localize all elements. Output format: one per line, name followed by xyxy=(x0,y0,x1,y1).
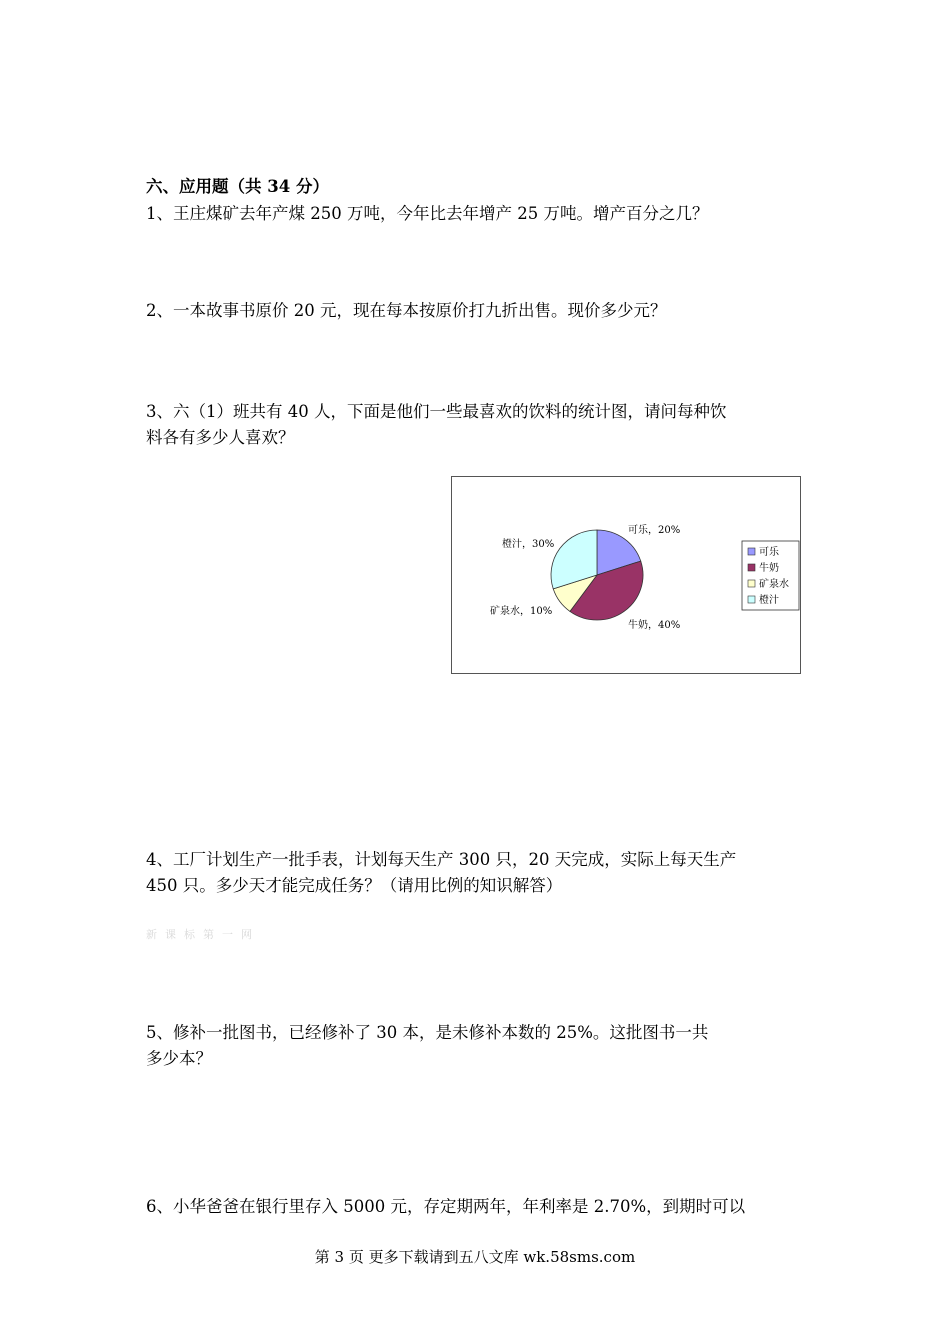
beverage-pie-chart xyxy=(451,476,801,674)
legend-label-0: 可乐 xyxy=(759,547,779,558)
pie-data-label-2: 矿泉水，10% xyxy=(490,606,553,617)
question-4-line-1: 4、工厂计划生产一批手表，计划每天生产 300 只，20 天完成，实际上每天生产 xyxy=(146,850,737,869)
pie-data-label-3: 橙汁，30% xyxy=(502,539,555,550)
watermark-text: 新课标第一网 xyxy=(146,928,260,941)
section-heading: 六、应用题（共 34 分） xyxy=(146,177,329,196)
question-2: 2、一本故事书原价 20 元，现在每本按原价打九折出售。现价多少元？ xyxy=(146,301,667,320)
question-4-line-2: 450 只。多少天才能完成任务？（请用比例的知识解答） xyxy=(146,876,563,895)
legend-swatch-1 xyxy=(748,564,755,571)
question-1: 1、王庄煤矿去年产煤 250 万吨，今年比去年增产 25 万吨。增产百分之几？ xyxy=(146,204,709,223)
question-5-line-1: 5、修补一批图书，已经修补了 30 本，是未修补本数的 25%。这批图书一共 xyxy=(146,1023,709,1042)
legend-label-3: 橙汁 xyxy=(759,595,779,606)
question-5-line-2: 多少本？ xyxy=(146,1049,212,1068)
pie-data-label-0: 可乐，20% xyxy=(628,525,681,536)
pie-data-label-1: 牛奶，40% xyxy=(628,620,681,631)
question-3-line-2: 料各有多少人喜欢？ xyxy=(146,428,295,447)
question-3-line-1: 3、六（1）班共有 40 人，下面是他们一些最喜欢的饮料的统计图，请问每种饮 xyxy=(146,402,727,421)
page-footer: 第 3 页 更多下载请到五八文库 wk.58sms.com xyxy=(314,1248,636,1266)
legend-swatch-2 xyxy=(748,580,755,587)
question-6: 6、小华爸爸在银行里存入 5000 元，存定期两年，年利率是 2.70%，到期时可以 xyxy=(146,1197,746,1216)
legend-swatch-3 xyxy=(748,596,755,603)
legend-swatch-0 xyxy=(748,548,755,555)
pie-chart-canvas xyxy=(452,477,802,675)
legend-label-2: 矿泉水 xyxy=(759,579,789,590)
legend-label-1: 牛奶 xyxy=(759,563,779,574)
